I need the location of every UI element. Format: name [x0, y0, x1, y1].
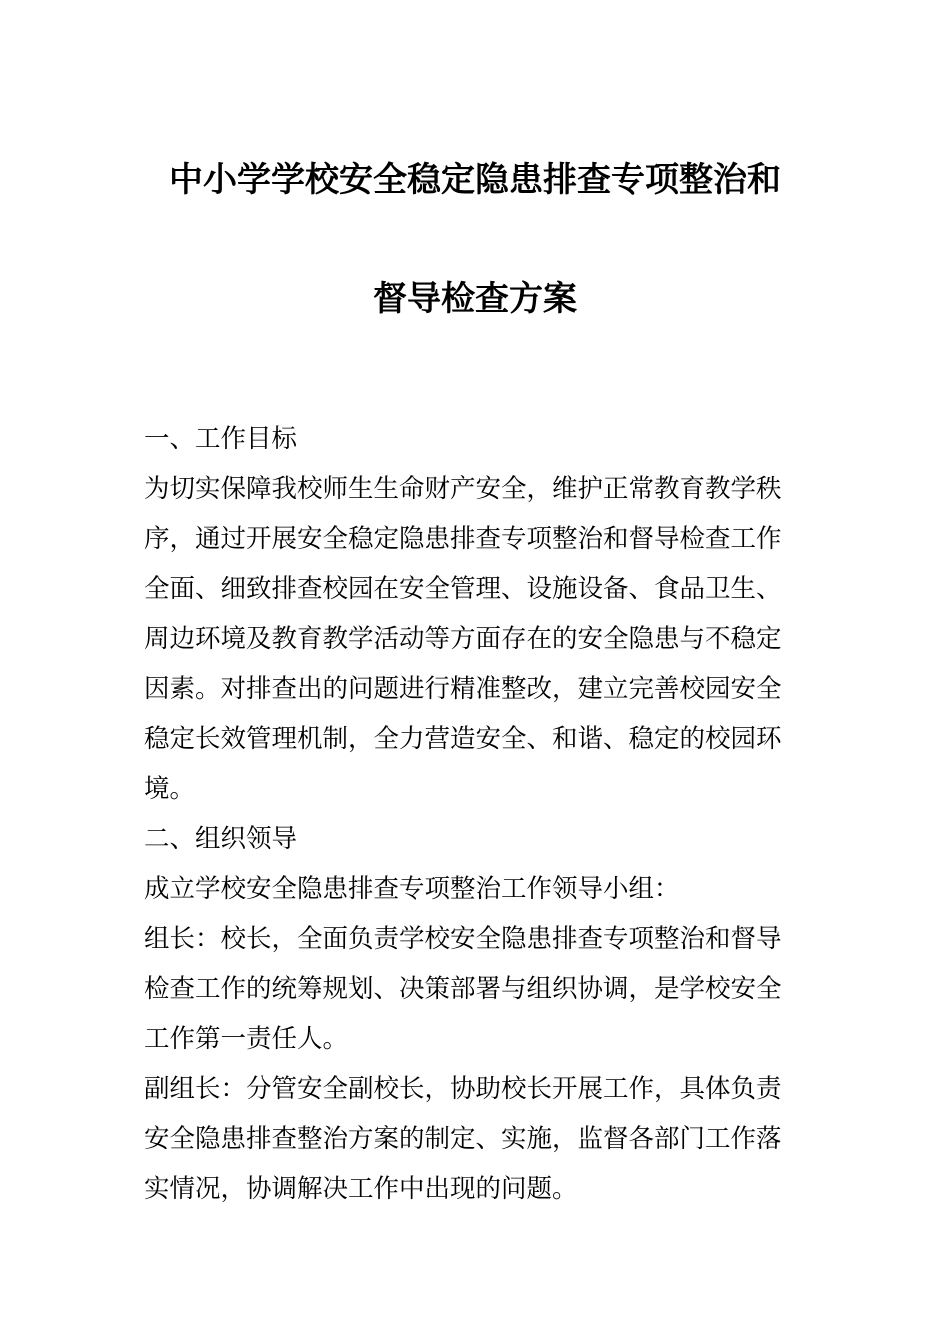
document-title-line-1: 中小学学校安全稳定隐患排查专项整治和 — [169, 160, 781, 200]
paragraph-line: 境。 — [144, 774, 196, 804]
paragraph-line: 检查工作的统筹规划、决策部署与组织协调，是学校安全 — [144, 974, 782, 1004]
paragraph-line: 安全隐患排查整治方案的制定、实施，监督各部门工作落 — [144, 1124, 782, 1154]
section-heading-goals: 一、工作目标 — [144, 424, 298, 454]
paragraph-line: 工作第一责任人。 — [144, 1024, 349, 1054]
paragraph-line: 因素。对排查出的问题进行精准整改，建立完善校园安全 — [144, 674, 782, 704]
paragraph-line: 周边环境及教育教学活动等方面存在的安全隐患与不稳定 — [144, 624, 782, 654]
paragraph-line: 副组长：分管安全副校长，协助校长开展工作，具体负责 — [144, 1074, 782, 1104]
section-heading-organization: 二、组织领导 — [144, 824, 298, 854]
paragraph-line: 全面、细致排查校园在安全管理、设施设备、食品卫生、 — [144, 574, 782, 604]
paragraph-line: 序，通过开展安全稳定隐患排查专项整治和督导检查工作 — [144, 524, 782, 554]
paragraph-line: 实情况，协调解决工作中出现的问题。 — [144, 1174, 578, 1204]
paragraph-line: 为切实保障我校师生生命财产安全，维护正常教育教学秩 — [144, 474, 782, 504]
document-title-line-2: 督导检查方案 — [373, 279, 577, 319]
paragraph-line: 组长：校长，全面负责学校安全隐患排查专项整治和督导 — [144, 924, 782, 954]
paragraph-line: 稳定长效管理机制，全力营造安全、和谐、稳定的校园环 — [144, 724, 782, 754]
document-body — [144, 414, 808, 1214]
paragraph-line: 成立学校安全隐患排查专项整治工作领导小组： — [144, 874, 680, 904]
